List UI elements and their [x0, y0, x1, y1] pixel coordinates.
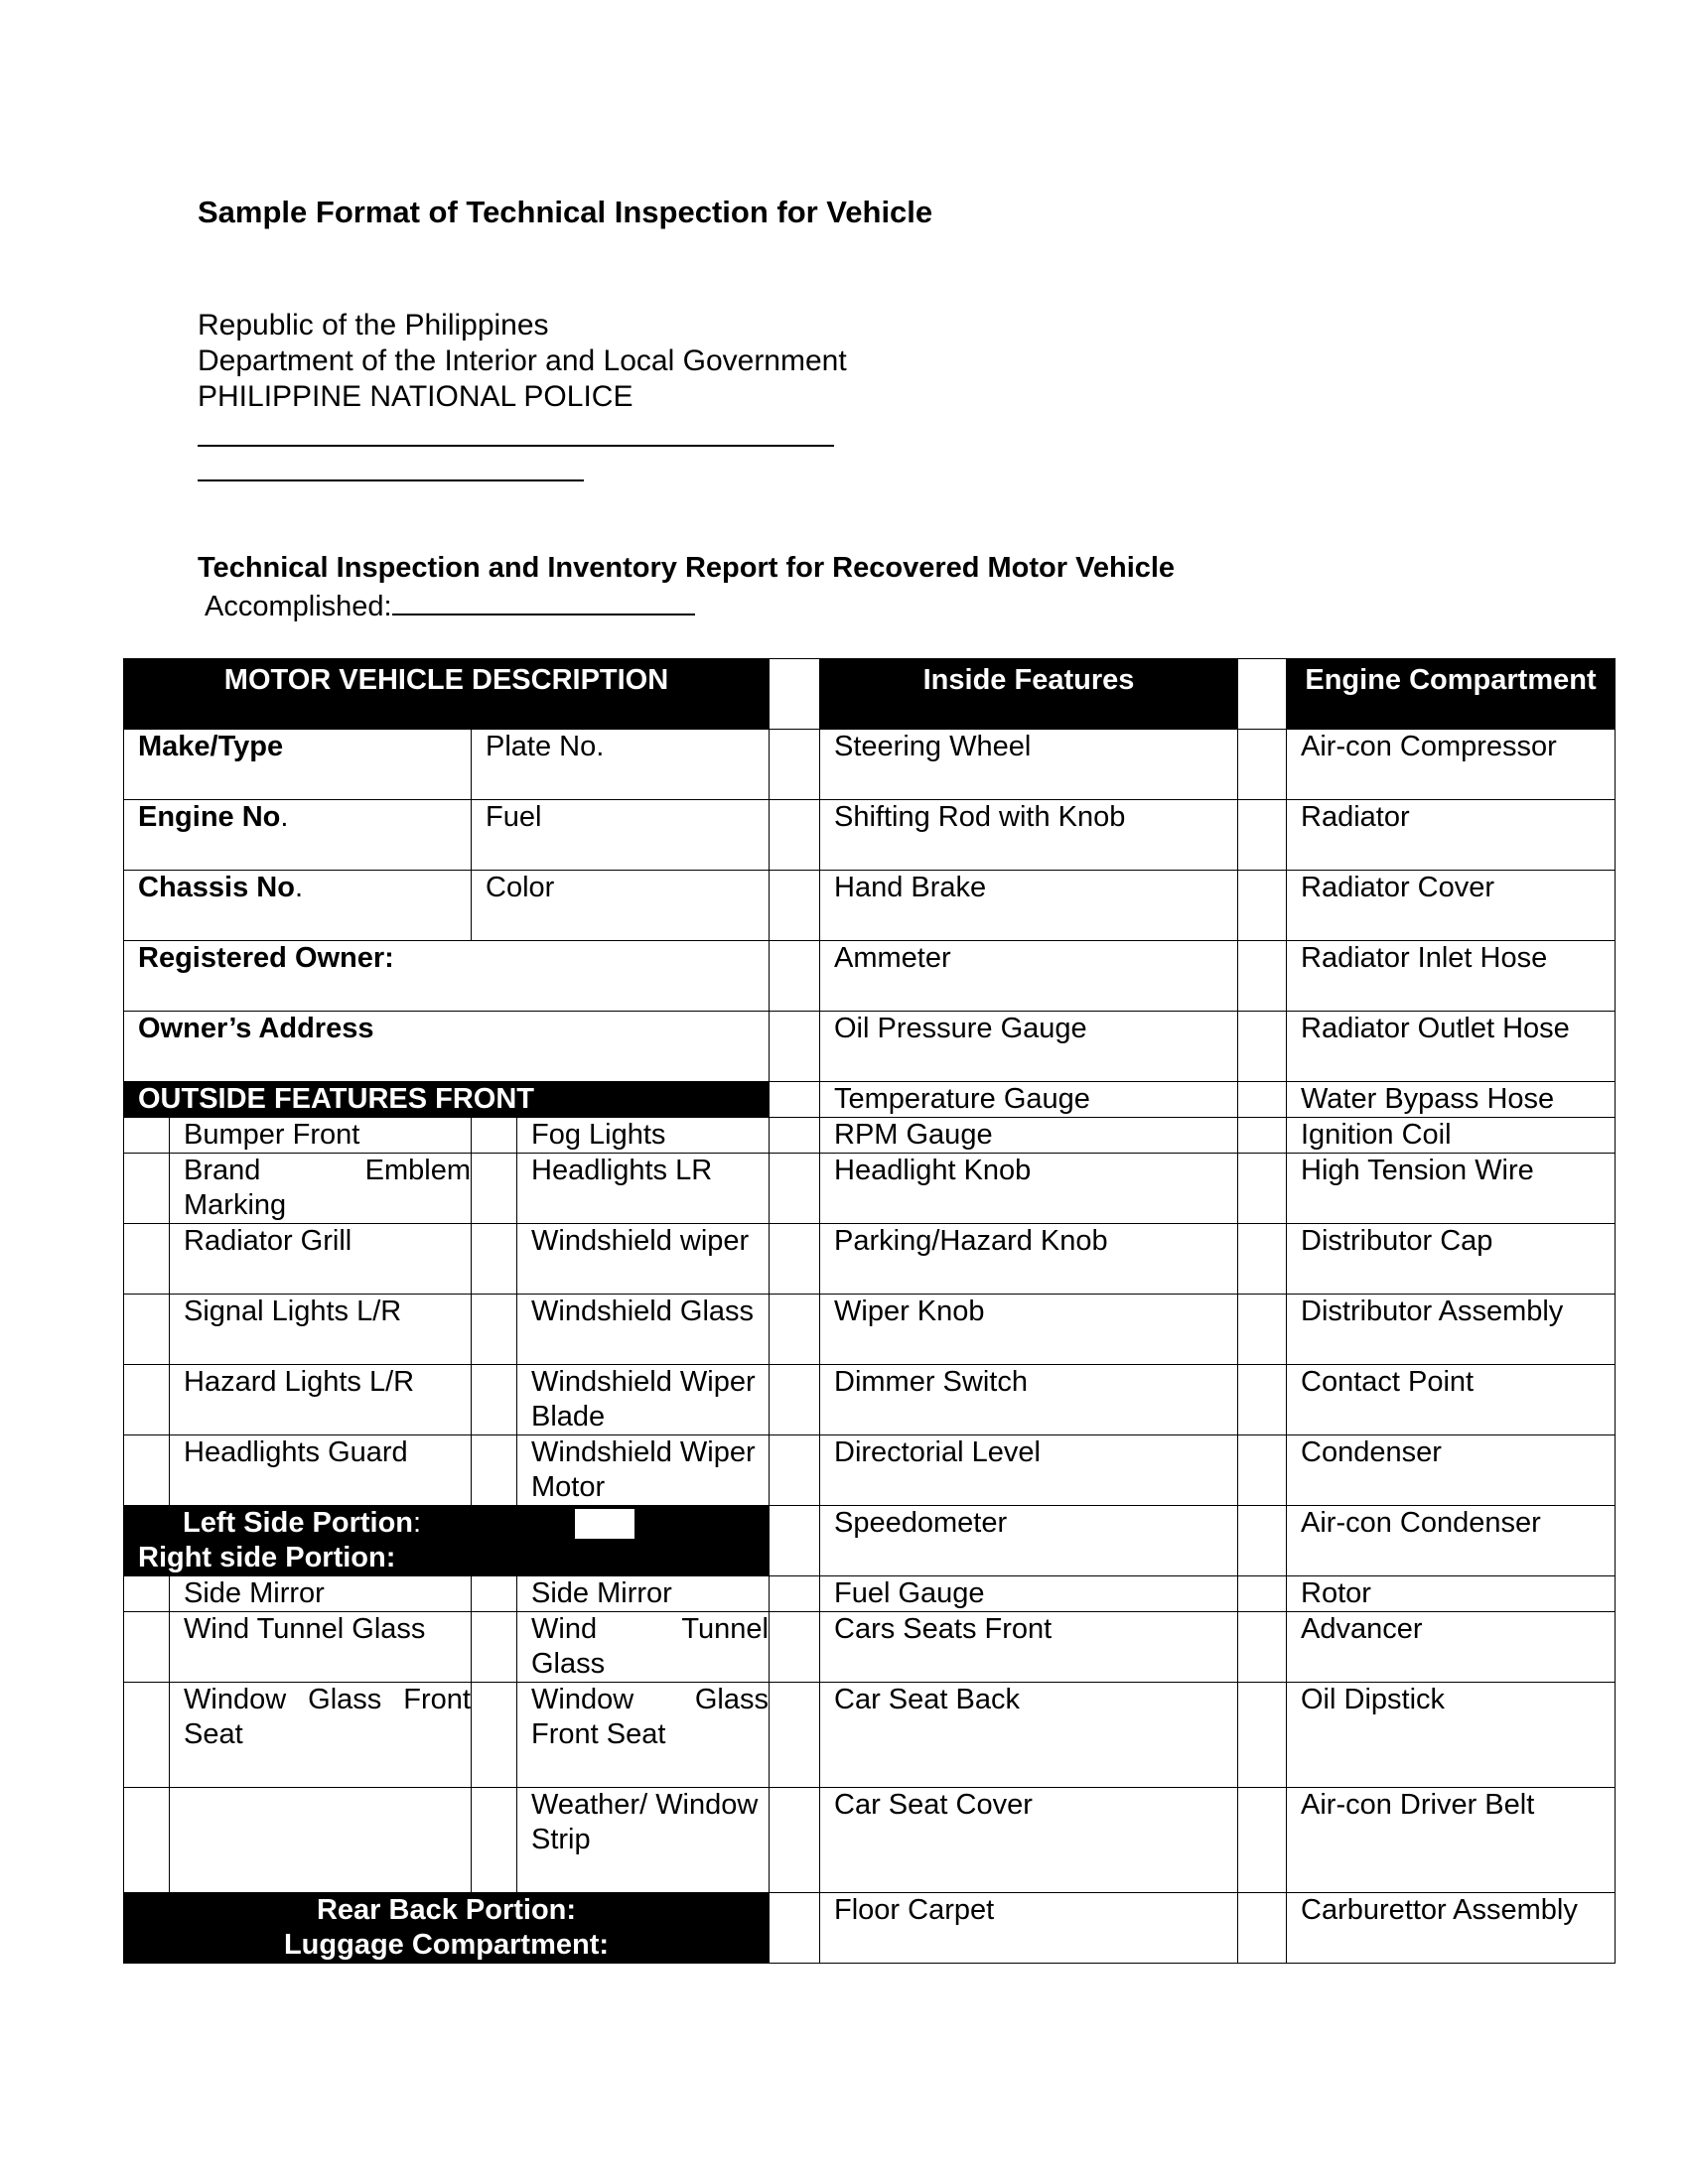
engine-item: Radiator Inlet Hose: [1287, 941, 1616, 1012]
engine-checkbox[interactable]: [1238, 1365, 1287, 1435]
office-blank-line-1[interactable]: [198, 445, 834, 447]
left-side-blank-box[interactable]: [575, 1509, 634, 1539]
inside-checkbox[interactable]: [770, 871, 820, 941]
side-right-checkbox[interactable]: [472, 1576, 517, 1612]
engine-no-field[interactable]: [124, 800, 472, 871]
letterhead: [198, 308, 847, 415]
inside-checkbox[interactable]: [770, 800, 820, 871]
inside-checkbox[interactable]: [770, 1506, 820, 1576]
side-left-item: Window Glass Front Seat: [170, 1683, 472, 1788]
outside-front-right-item: Windshield Glass: [517, 1295, 770, 1365]
engine-item: Rotor: [1287, 1576, 1616, 1612]
engine-checkbox[interactable]: [1238, 1082, 1287, 1118]
inside-features-header: Inside Features: [820, 659, 1238, 730]
outside-front-left-item: Brand Emblem Marking: [170, 1154, 472, 1224]
engine-item: Radiator Cover: [1287, 871, 1616, 941]
inside-checkbox[interactable]: [770, 1295, 820, 1365]
inspection-table: [123, 658, 1616, 1964]
chassis-no-field[interactable]: [124, 871, 472, 941]
engine-no-dot: .: [280, 801, 289, 833]
outside-front-left-item: Bumper Front: [170, 1118, 472, 1154]
engine-checkbox[interactable]: [1238, 1788, 1287, 1893]
side-left-checkbox[interactable]: [124, 1576, 170, 1612]
owners-address-field[interactable]: Owner’s Address: [124, 1012, 770, 1082]
outside-front-right-item: Fog Lights: [517, 1118, 770, 1154]
inside-item: Oil Pressure Gauge: [820, 1012, 1238, 1082]
inside-checkbox[interactable]: [770, 1154, 820, 1224]
inside-checkbox[interactable]: [770, 1224, 820, 1295]
outside-front-right-checkbox[interactable]: [472, 1295, 517, 1365]
outside-front-right-item: Windshield Wiper Motor: [517, 1435, 770, 1506]
inside-checkbox[interactable]: [770, 1788, 820, 1893]
inside-checkbox[interactable]: [770, 1082, 820, 1118]
outside-front-right-checkbox[interactable]: [472, 1118, 517, 1154]
motor-vehicle-description-header: MOTOR VEHICLE DESCRIPTION: [124, 659, 770, 730]
outside-features-front-header: OUTSIDE FEATURES FRONT: [124, 1082, 770, 1118]
inside-item: Directorial Level: [820, 1435, 1238, 1506]
left-side-portion-colon: :: [413, 1507, 422, 1539]
engine-item: Radiator Outlet Hose: [1287, 1012, 1616, 1082]
engine-item: Distributor Assembly: [1287, 1295, 1616, 1365]
make-type-field[interactable]: Make/Type: [124, 730, 472, 800]
inside-checkbox[interactable]: [770, 730, 820, 800]
rear-back-portion-label: Rear Back Portion:: [316, 1894, 577, 1926]
inside-item: Cars Seats Front: [820, 1612, 1238, 1683]
engine-checkbox[interactable]: [1238, 1506, 1287, 1576]
side-left-checkbox[interactable]: [124, 1683, 170, 1788]
inside-item: Steering Wheel: [820, 730, 1238, 800]
office-blank-line-2[interactable]: [198, 479, 584, 481]
side-right-checkbox[interactable]: [472, 1612, 517, 1683]
inside-checkbox[interactable]: [770, 941, 820, 1012]
engine-item: High Tension Wire: [1287, 1154, 1616, 1224]
outside-front-left-checkbox[interactable]: [124, 1295, 170, 1365]
engine-item: Ignition Coil: [1287, 1118, 1616, 1154]
engine-compartment-header: Engine Compartment: [1287, 659, 1616, 730]
engine-item: Air-con Condenser: [1287, 1506, 1616, 1576]
outside-front-left-item: Hazard Lights L/R: [170, 1365, 472, 1435]
outside-front-right-checkbox[interactable]: [472, 1365, 517, 1435]
accomplished-label: Accomplished:: [205, 591, 392, 622]
engine-no-label: Engine No: [138, 801, 281, 833]
inside-item: Floor Carpet: [820, 1893, 1238, 1964]
outside-front-left-checkbox[interactable]: [124, 1154, 170, 1224]
engine-checkbox[interactable]: [1238, 1576, 1287, 1612]
engine-checkbox[interactable]: [1238, 1224, 1287, 1295]
registered-owner-field[interactable]: Registered Owner:: [124, 941, 770, 1012]
outside-front-left-item: Headlights Guard: [170, 1435, 472, 1506]
engine-item: Carburettor Assembly: [1287, 1893, 1616, 1964]
inside-item: RPM Gauge: [820, 1118, 1238, 1154]
side-right-item: Weather/ Window Strip: [517, 1788, 770, 1893]
outside-front-right-item: Headlights LR: [517, 1154, 770, 1224]
engine-checkbox[interactable]: [1238, 1612, 1287, 1683]
engine-item: Oil Dipstick: [1287, 1683, 1616, 1788]
accomplished-blank[interactable]: [392, 588, 695, 615]
engine-item: Advancer: [1287, 1612, 1616, 1683]
letterhead-department: Department of the Interior and Local Government: [198, 344, 847, 377]
engine-checkbox[interactable]: [1238, 871, 1287, 941]
side-right-item: Side Mirror: [517, 1576, 770, 1612]
side-right-checkbox[interactable]: [472, 1788, 517, 1893]
report-title: Technical Inspection and Inventory Report for Recovered Motor Vehicle: [198, 552, 1176, 584]
inside-item: Speedometer: [820, 1506, 1238, 1576]
outside-front-left-checkbox[interactable]: [124, 1224, 170, 1295]
side-left-item: [170, 1788, 472, 1893]
inside-item: Dimmer Switch: [820, 1365, 1238, 1435]
inside-item: Parking/Hazard Knob: [820, 1224, 1238, 1295]
luggage-compartment-label: Luggage Compartment:: [283, 1929, 610, 1961]
outside-front-right-checkbox[interactable]: [472, 1435, 517, 1506]
side-portion-header: [124, 1506, 770, 1576]
inside-checkbox[interactable]: [770, 1576, 820, 1612]
engine-item: Water Bypass Hose: [1287, 1082, 1616, 1118]
side-right-item: Window Glass Front Seat: [517, 1683, 770, 1788]
inside-checkbox[interactable]: [770, 1893, 820, 1964]
engine-item: Condenser: [1287, 1435, 1616, 1506]
accomplished-line: [205, 588, 695, 623]
inside-checkbox[interactable]: [770, 1683, 820, 1788]
chassis-no-dot: .: [294, 872, 304, 903]
inside-checkbox[interactable]: [770, 1612, 820, 1683]
inside-checkbox-header: [770, 659, 820, 730]
inside-item: Wiper Knob: [820, 1295, 1238, 1365]
side-right-item: Wind Tunnel Glass: [517, 1612, 770, 1683]
side-left-item: Wind Tunnel Glass: [170, 1612, 472, 1683]
page-title: Sample Format of Technical Inspection for Vehicle: [198, 195, 933, 229]
right-side-portion-label: Right side Portion:: [138, 1542, 396, 1573]
outside-front-left-checkbox[interactable]: [124, 1365, 170, 1435]
inside-checkbox[interactable]: [770, 1435, 820, 1506]
left-side-portion-line: [138, 1506, 769, 1541]
inside-item: Car Seat Cover: [820, 1788, 1238, 1893]
side-left-item: Side Mirror: [170, 1576, 472, 1612]
inside-item: Temperature Gauge: [820, 1082, 1238, 1118]
rear-back-portion-header: [124, 1893, 770, 1964]
outside-front-right-checkbox[interactable]: [472, 1224, 517, 1295]
letterhead-pnp: PHILIPPINE NATIONAL POLICE: [198, 380, 633, 413]
inside-checkbox[interactable]: [770, 1365, 820, 1435]
engine-checkbox[interactable]: [1238, 730, 1287, 800]
engine-item: Radiator: [1287, 800, 1616, 871]
inside-item: Hand Brake: [820, 871, 1238, 941]
inside-item: Headlight Knob: [820, 1154, 1238, 1224]
engine-checkbox[interactable]: [1238, 1118, 1287, 1154]
outside-front-right-item: Windshield Wiper Blade: [517, 1365, 770, 1435]
fuel-field[interactable]: Fuel: [472, 800, 770, 871]
engine-item: Contact Point: [1287, 1365, 1616, 1435]
engine-checkbox[interactable]: [1238, 941, 1287, 1012]
engine-checkbox[interactable]: [1238, 1295, 1287, 1365]
side-right-checkbox[interactable]: [472, 1683, 517, 1788]
inside-item: Fuel Gauge: [820, 1576, 1238, 1612]
side-left-checkbox[interactable]: [124, 1612, 170, 1683]
engine-checkbox[interactable]: [1238, 1435, 1287, 1506]
engine-checkbox[interactable]: [1238, 1012, 1287, 1082]
engine-checkbox-header: [1238, 659, 1287, 730]
outside-front-left-item: Radiator Grill: [170, 1224, 472, 1295]
inside-item: Shifting Rod with Knob: [820, 800, 1238, 871]
outside-front-right-checkbox[interactable]: [472, 1154, 517, 1224]
chassis-no-label: Chassis No: [138, 872, 295, 903]
engine-checkbox[interactable]: [1238, 1154, 1287, 1224]
plate-no-field[interactable]: Plate No.: [472, 730, 770, 800]
inside-checkbox[interactable]: [770, 1012, 820, 1082]
outside-front-left-item: Signal Lights L/R: [170, 1295, 472, 1365]
outside-front-right-item: Windshield wiper: [517, 1224, 770, 1295]
outside-front-left-checkbox[interactable]: [124, 1435, 170, 1506]
side-left-checkbox[interactable]: [124, 1788, 170, 1893]
engine-checkbox[interactable]: [1238, 1683, 1287, 1788]
color-field[interactable]: Color: [472, 871, 770, 941]
inside-checkbox[interactable]: [770, 1118, 820, 1154]
left-side-portion-label: Left Side Portion: [183, 1507, 413, 1539]
inside-item: Ammeter: [820, 941, 1238, 1012]
engine-checkbox[interactable]: [1238, 1893, 1287, 1964]
letterhead-republic: Republic of the Philippines: [198, 309, 549, 341]
inside-item: Car Seat Back: [820, 1683, 1238, 1788]
outside-front-left-checkbox[interactable]: [124, 1118, 170, 1154]
engine-item: Air-con Compressor: [1287, 730, 1616, 800]
engine-item: Air-con Driver Belt: [1287, 1788, 1616, 1893]
engine-checkbox[interactable]: [1238, 800, 1287, 871]
engine-item: Distributor Cap: [1287, 1224, 1616, 1295]
